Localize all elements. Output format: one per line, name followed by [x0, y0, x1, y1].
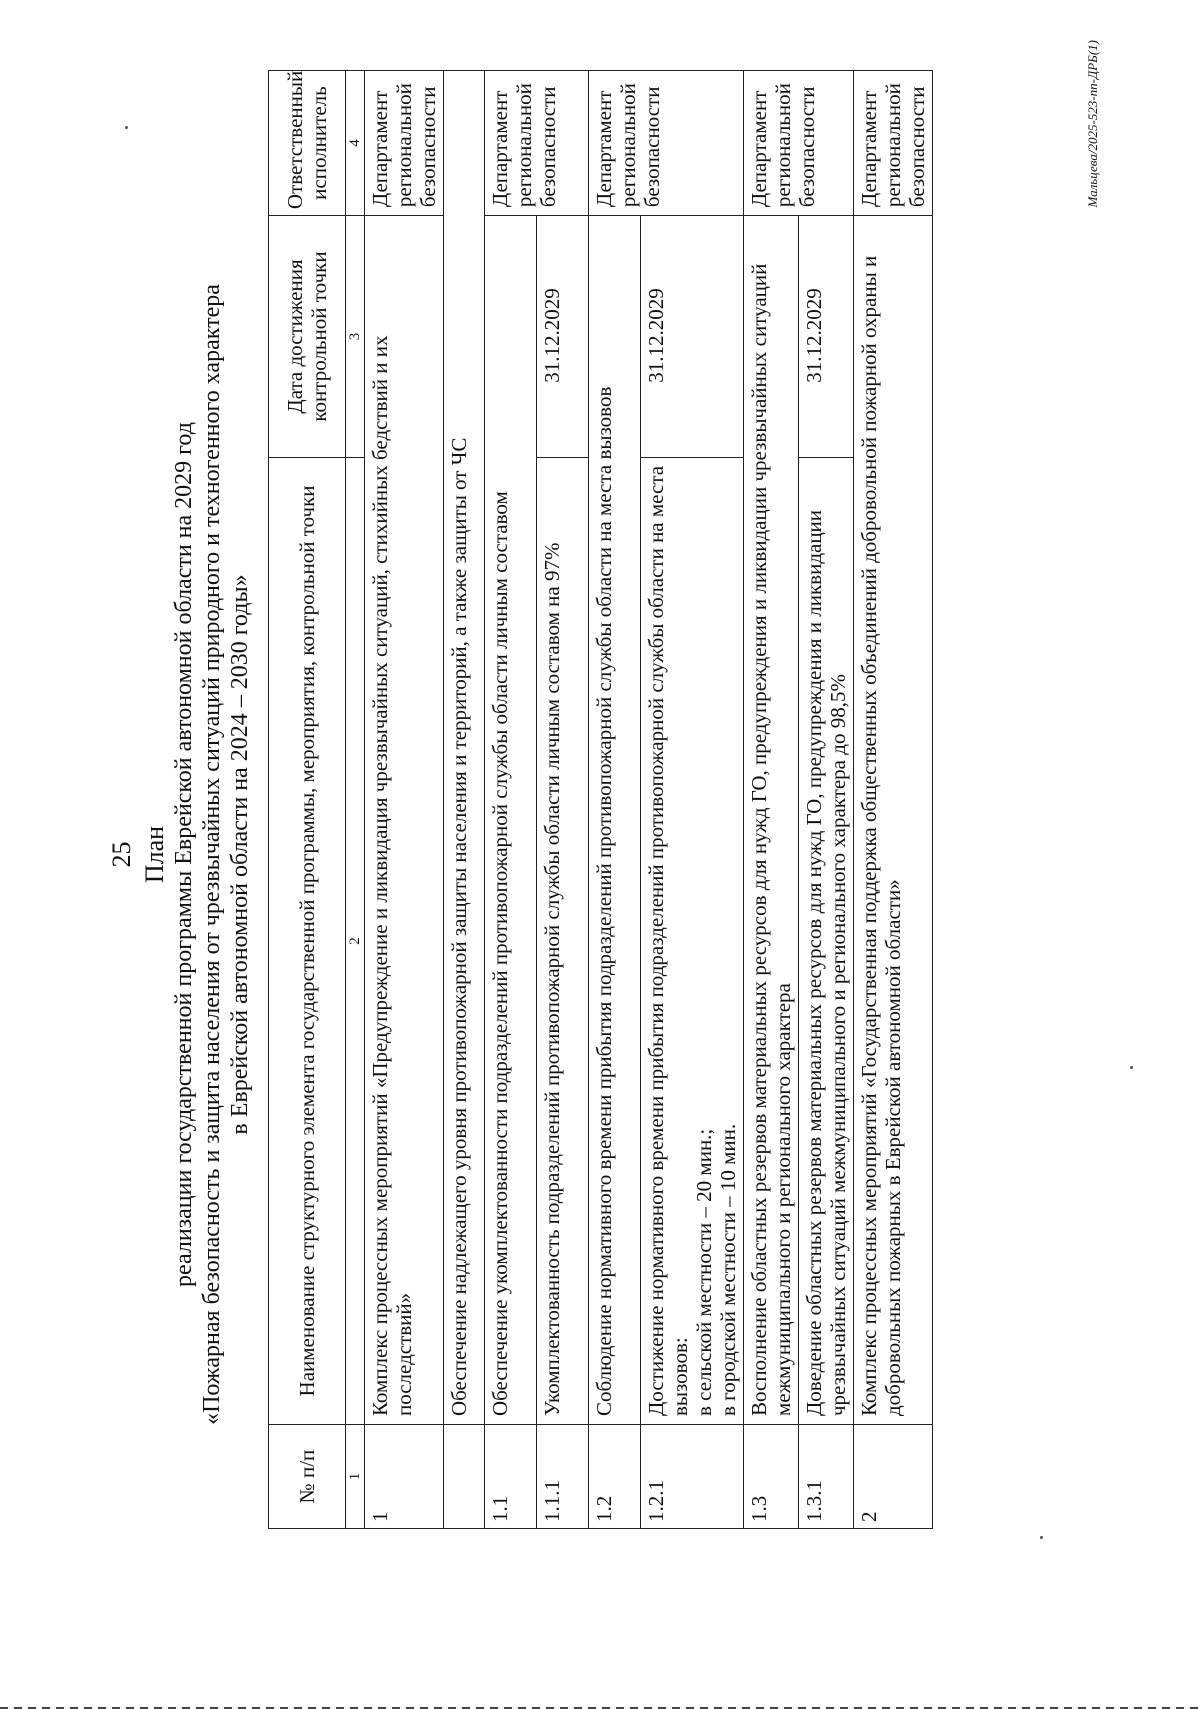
row-executor: Департамент региональной безопасности	[744, 71, 854, 216]
row-num-empty	[444, 1425, 485, 1529]
row-executor: Департамент региональной безопасности	[589, 71, 744, 216]
row-name: Восполнение областных резервов материальных ресурсов для нужд ГО, предупреждения и ликвидации чрезвычайных ситуаций межмуниципального и регионального характера	[744, 216, 799, 1425]
title-line-3: в Еврейской автономной области на 2024 – 2030 годы»	[227, 574, 253, 1135]
row-num: 1.3	[744, 1425, 799, 1529]
table-row	[365, 71, 444, 1529]
header-executor: Ответственный исполнитель	[269, 71, 346, 216]
title-line-1: реализации государственной программы Еврейской автономной области на 2029 год	[171, 422, 197, 1287]
table-row	[537, 71, 589, 1529]
section-row	[444, 71, 485, 1529]
header-num: № п/п	[269, 1425, 346, 1529]
scan-speck	[125, 126, 128, 129]
row-name-line: в сельской местности – 20 мин.;	[692, 1128, 716, 1417]
column-number: 2	[346, 457, 365, 1424]
header-date: Дата достижения контрольной точки	[269, 216, 346, 458]
document-title	[140, 0, 254, 1709]
row-date: 31.12.2029	[641, 216, 744, 458]
row-num: 1.2	[589, 1425, 641, 1529]
row-executor: Департамент региональной безопасности	[365, 71, 444, 216]
row-num: 1.3.1	[799, 1425, 854, 1529]
row-name-line: Достижение нормативного времени прибытия подразделений противопожарной службы области на места вызовов:	[644, 465, 692, 1417]
row-num: 2	[854, 1425, 933, 1529]
row-executor: Департамент региональной безопасности	[485, 71, 589, 216]
row-date: 31.12.2029	[537, 216, 589, 458]
title-heading: План	[140, 825, 169, 884]
table-row	[799, 71, 854, 1529]
row-name	[641, 457, 744, 1424]
document-footer-code: Мальцева/2025-523-пп-ДРБ(1)	[1085, 40, 1100, 208]
row-executor: Департамент региональной безопасности	[854, 71, 933, 216]
column-number: 4	[346, 71, 365, 216]
scan-speck	[1130, 1066, 1133, 1069]
title-line-2: «Пожарная безопасность и защита населения от чрезвычайных ситуаций природного и техногенного характера	[199, 284, 225, 1425]
row-name: Доведение областных резервов материальных ресурсов для нужд ГО, предупреждения и ликвидации чрезвычайных ситуаций межмуниципального и регионального характера до 98,5%	[799, 457, 854, 1424]
table-header-row	[269, 71, 346, 1529]
row-num: 1	[365, 1425, 444, 1529]
table-row	[744, 71, 799, 1529]
row-name-line: в городской местности – 10 мин.	[716, 1123, 740, 1417]
column-number: 1	[346, 1425, 365, 1529]
row-name: Соблюдение нормативного времени прибытия подразделений противопожарной службы области на места вызовов	[589, 216, 641, 1425]
column-number: 3	[346, 216, 365, 458]
table-row	[589, 71, 641, 1529]
column-number-row	[346, 71, 365, 1529]
plan-table	[268, 70, 933, 1529]
row-name: Комплекс процессных мероприятий «Государственная поддержка общественных объединений добровольной пожарной охраны и добровольных пожарных в Еврейской автономной области»	[854, 216, 933, 1425]
table-row	[485, 71, 537, 1529]
section-title: Обеспечение надлежащего уровня противопожарной защиты населения и территорий, а также защиты от ЧС	[444, 71, 485, 1425]
table-row	[854, 71, 933, 1529]
row-num: 1.1.1	[537, 1425, 589, 1529]
table-row	[641, 71, 744, 1529]
row-num: 1.2.1	[641, 1425, 744, 1529]
row-name: Обеспечение укомплектованности подразделений противопожарной службы области личным составом	[485, 216, 537, 1425]
row-date: 31.12.2029	[799, 216, 854, 458]
scan-speck	[1040, 1536, 1043, 1539]
header-name: Наименование структурного элемента государственной программы, мероприятия, контрольной точки	[269, 457, 346, 1424]
page-number: 25	[107, 841, 136, 868]
row-name: Укомплектованность подразделений противопожарной службы области личным составом на 97%	[537, 457, 589, 1424]
row-name: Комплекс процессных мероприятий «Предупреждение и ликвидация чрезвычайных ситуаций, стихийных бедствий и их последствий»	[365, 216, 444, 1425]
row-num: 1.1	[485, 1425, 537, 1529]
